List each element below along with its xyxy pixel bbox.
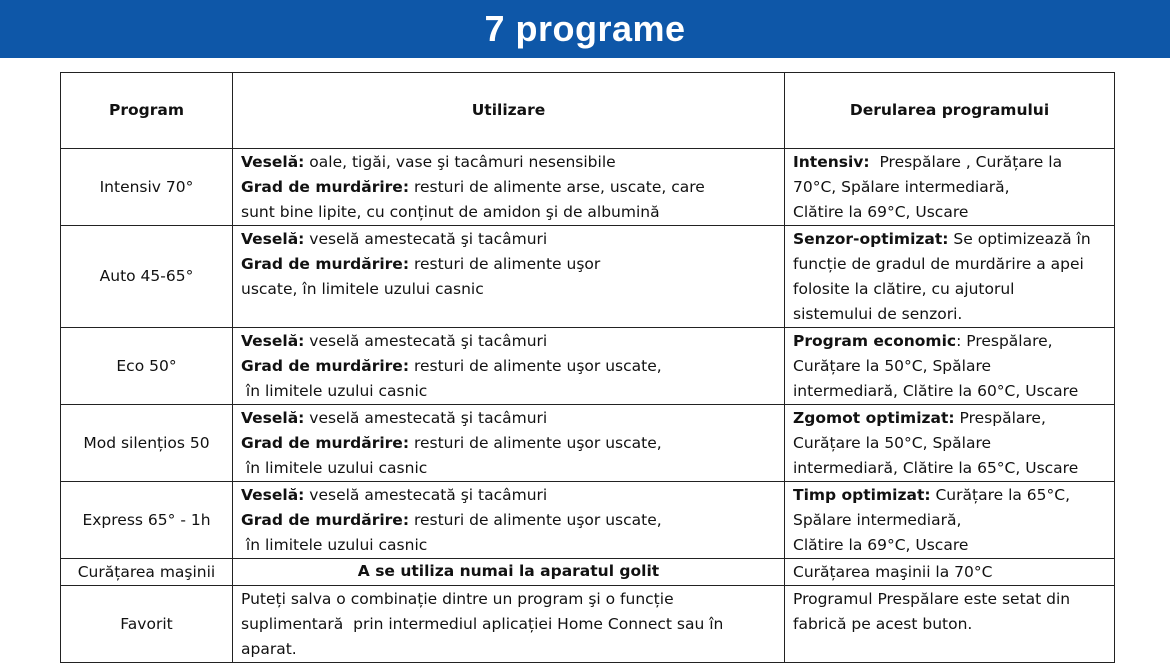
run-text: Curățare la 50°C, Spălare (793, 357, 992, 375)
run-label: Zgomot optimizat: (793, 409, 955, 427)
use-text: uscate, în limitele uzului casnic (241, 280, 484, 298)
run-text: intermediară, Clătire la 65°C, Uscare (793, 459, 1079, 477)
run-cell (785, 559, 1115, 586)
table-row (61, 482, 1115, 559)
use-text: resturi de alimente uşor uscate, (409, 511, 662, 529)
use-line (241, 379, 778, 404)
usage-cell (233, 226, 785, 328)
use-line (241, 150, 778, 175)
run-cell (785, 328, 1115, 405)
use-label: Grad de murdărire: (241, 434, 410, 452)
page-title: 7 programe (484, 8, 686, 49)
run-line (793, 508, 1108, 533)
run-line (793, 533, 1108, 558)
run-cell (785, 226, 1115, 328)
table-row (61, 226, 1115, 328)
run-line (793, 483, 1108, 508)
run-text: Programul Prespălare este setat din (793, 590, 1071, 608)
use-line (241, 277, 778, 302)
run-text: Prespălare, (954, 409, 1046, 427)
use-line (241, 533, 778, 558)
use-label: Grad de murdărire: (241, 178, 410, 196)
use-line (241, 406, 778, 431)
use-label: Grad de murdărire: (241, 357, 410, 375)
use-line (241, 587, 778, 612)
run-cell (785, 586, 1115, 663)
programs-table (60, 72, 1115, 663)
run-label: Intensiv: (793, 153, 870, 171)
table-row (61, 586, 1115, 663)
table-row (61, 149, 1115, 226)
use-line (241, 483, 778, 508)
run-line (793, 587, 1108, 612)
run-line (793, 431, 1108, 456)
use-text: sunt bine lipite, cu conținut de amidon şi de albumină (241, 203, 660, 221)
usage-cell (233, 149, 785, 226)
use-label: Veselă: (241, 153, 305, 171)
usage-cell (233, 328, 785, 405)
run-text: fabrică pe acest buton. (793, 615, 973, 633)
run-text: 70°C, Spălare intermediară, (793, 178, 1010, 196)
program-name: Express 65° - 1h (61, 482, 233, 559)
run-text: Se optimizează în (948, 230, 1091, 248)
use-line (241, 431, 778, 456)
run-text: sistemului de senzori. (793, 305, 963, 323)
use-line (241, 200, 778, 225)
run-text: Curățare la 50°C, Spălare (793, 434, 992, 452)
usage-cell: A se utiliza numai la aparatul golit (233, 559, 785, 586)
run-line (793, 302, 1108, 327)
run-line (793, 277, 1108, 302)
run-line (793, 354, 1108, 379)
table-header-row (61, 73, 1115, 149)
run-text: Clătire la 69°C, Uscare (793, 203, 969, 221)
use-line (241, 612, 778, 637)
run-line (793, 329, 1108, 354)
run-text: intermediară, Clătire la 60°C, Uscare (793, 382, 1079, 400)
use-label: Grad de murdărire: (241, 511, 410, 529)
use-text: în limitele uzului casnic (241, 536, 428, 554)
run-cell (785, 482, 1115, 559)
run-line (793, 200, 1108, 225)
use-text: oale, tigăi, vase şi tacâmuri nesensibile (304, 153, 616, 171)
use-text: Puteți salva o combinație dintre un program şi o funcție (241, 590, 674, 608)
use-line (241, 227, 778, 252)
run-text: Prespălare , Curățare la (869, 153, 1063, 171)
program-name: Eco 50° (61, 328, 233, 405)
use-text: veselă amestecată şi tacâmuri (304, 332, 548, 350)
run-cell (785, 405, 1115, 482)
run-label: Senzor-optimizat: (793, 230, 949, 248)
use-text: aparat. (241, 640, 297, 658)
use-text: resturi de alimente uşor uscate, (409, 357, 662, 375)
run-line (793, 252, 1108, 277)
use-label: Veselă: (241, 409, 305, 427)
run-text: Spălare intermediară, (793, 511, 962, 529)
program-name: Intensiv 70° (61, 149, 233, 226)
use-line (241, 252, 778, 277)
use-line (241, 456, 778, 481)
run-line (793, 456, 1108, 481)
run-line (793, 612, 1108, 637)
use-line (241, 175, 778, 200)
run-text: Curățare la 65°C, (930, 486, 1071, 504)
use-label: Veselă: (241, 332, 305, 350)
use-line (241, 508, 778, 533)
run-text: funcție de gradul de murdărire a apei (793, 255, 1084, 273)
usage-cell (233, 586, 785, 663)
run-text: Curățarea maşinii la 70°C (793, 563, 993, 581)
run-line (793, 150, 1108, 175)
header-program: Program (61, 73, 233, 149)
run-label: Program economic (793, 332, 957, 350)
run-text: : Prespălare, (956, 332, 1053, 350)
use-line (241, 354, 778, 379)
title-banner (0, 0, 1170, 58)
table-row (61, 405, 1115, 482)
program-name: Favorit (61, 586, 233, 663)
use-label: Veselă: (241, 486, 305, 504)
use-line (241, 637, 778, 662)
use-text: în limitele uzului casnic (241, 382, 428, 400)
use-text: resturi de alimente arse, uscate, care (409, 178, 705, 196)
use-text: veselă amestecată şi tacâmuri (304, 230, 548, 248)
usage-cell (233, 482, 785, 559)
table-row (61, 328, 1115, 405)
use-label: Veselă: (241, 230, 305, 248)
header-utilizare: Utilizare (233, 73, 785, 149)
program-name: Auto 45-65° (61, 226, 233, 328)
run-line (793, 175, 1108, 200)
use-label: Grad de murdărire: (241, 255, 410, 273)
run-line (793, 227, 1108, 252)
program-name: Curățarea maşinii (61, 559, 233, 586)
use-text: resturi de alimente uşor (409, 255, 601, 273)
table-row (61, 559, 1115, 586)
run-line (793, 406, 1108, 431)
use-text: suplimentară prin intermediul aplicației Home Connect sau în (241, 615, 724, 633)
use-text: veselă amestecată şi tacâmuri (304, 486, 548, 504)
use-text: resturi de alimente uşor uscate, (409, 434, 662, 452)
use-text: veselă amestecată şi tacâmuri (304, 409, 548, 427)
run-label: Timp optimizat: (793, 486, 931, 504)
run-line (793, 560, 1108, 585)
run-text: Clătire la 69°C, Uscare (793, 536, 969, 554)
run-line (793, 379, 1108, 404)
run-text: folosite la clătire, cu ajutorul (793, 280, 1015, 298)
header-derulare: Derularea programului (785, 73, 1115, 149)
use-text: în limitele uzului casnic (241, 459, 428, 477)
use-line (241, 329, 778, 354)
run-cell (785, 149, 1115, 226)
program-name: Mod silențios 50 (61, 405, 233, 482)
usage-cell (233, 405, 785, 482)
